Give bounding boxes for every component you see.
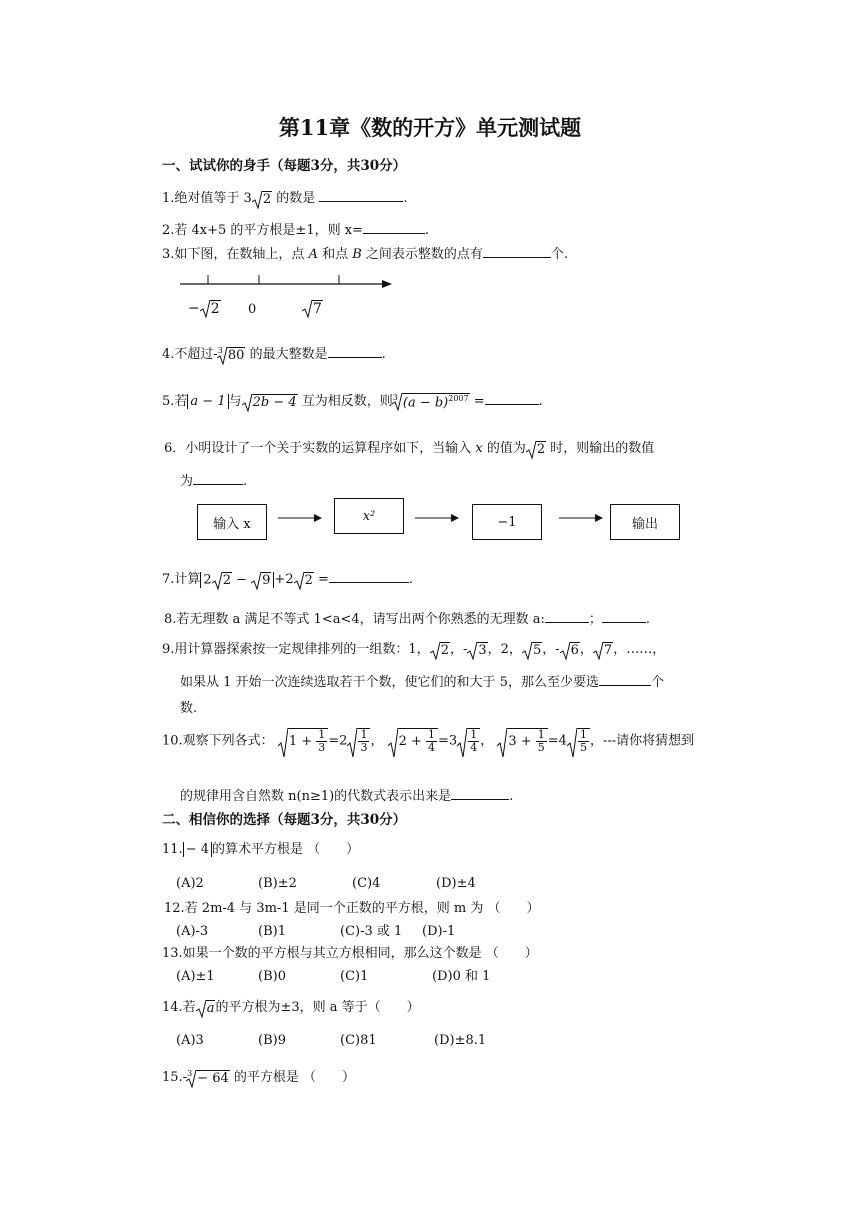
option-c[interactable]: (C)4 (352, 876, 381, 891)
radical: 80 (217, 347, 246, 363)
label-sqrt7 (302, 300, 323, 317)
radical: − 64 (186, 1070, 230, 1086)
page-title: 第11章《数的开方》单元测试题 (278, 115, 582, 140)
option-c[interactable]: (C)1 (340, 969, 369, 984)
option-a[interactable]: (A)±1 (176, 969, 215, 984)
question-3: 3.如下图，在数轴上，点 A 和点 B 之间表示整数的点有 个. (162, 247, 569, 262)
answer-blank[interactable] (485, 392, 539, 405)
answer-blank[interactable] (451, 787, 509, 800)
question-10: 10.观察下列各式： 1 + $\frac{1}{3}$ =2 $\frac{1}{3}$ ， 2 + $\frac{1}{4}$ =3 $\frac{1}{4}$ ， 3 + $\frac{1}{5}$ =4 $\frac{1}{5}$ ，---请你将猜想到 (162, 728, 694, 754)
radical: 2 (526, 441, 546, 457)
radical (457, 728, 480, 754)
option-a[interactable]: (A)2 (176, 876, 204, 891)
question-9-line-3: 数. (180, 701, 198, 716)
question-14-options (176, 1033, 486, 1048)
answer-blank[interactable] (193, 472, 243, 485)
radical: 2 + $\frac{1}{4}$ (388, 728, 438, 754)
answer-blank[interactable] (483, 245, 551, 258)
fraction: $\frac{1}{5}$ (537, 728, 545, 754)
question-9-line-2: 如果从 1 开始一次连续选取若干个数，使它们的和大于 5，那么至少要选 个 (180, 675, 664, 690)
flow-arrow (415, 513, 459, 523)
option-b[interactable]: (B)0 (258, 969, 286, 984)
radical: a (196, 1000, 216, 1016)
radical (567, 728, 590, 754)
question-6: 6．小明设计了一个关于实数的运算程序如下，当输入 x 的值为 2 时，则输出的数值 (164, 441, 655, 457)
question-4: 4.不超过-$^3$ 80 的最大整数是 . (162, 345, 386, 363)
question-1: 1.绝对值等于 3 2 的数是 . (162, 191, 408, 207)
flow-box-output: 输出 (610, 504, 680, 540)
option-d[interactable]: (D)-1 (422, 924, 456, 939)
fraction: $\frac{1}{5}$ (579, 728, 587, 754)
answer-blank[interactable] (545, 610, 589, 623)
question-11: 11. − 4 的算术平方根是 （ ） (162, 842, 360, 857)
radical: 9 (251, 572, 271, 588)
question-12: 12.若 2m-4 与 3m-1 是同一个正数的平方根，则 m 为 （ ） (164, 901, 540, 916)
option-c[interactable]: (C)-3 或 1 (340, 924, 403, 939)
section-heading-2: 二、相信你的选择（每题3分，共30分） (162, 812, 407, 828)
absolute-value: 2 2 − 9 (200, 572, 274, 588)
option-b[interactable]: (B)±2 (258, 876, 297, 891)
question-10-line-2: 的规律用含自然数 n(n≥1)的代数式表示出来是 . (180, 789, 514, 804)
option-a[interactable]: (A)3 (176, 1033, 204, 1048)
radical: 2 (294, 572, 314, 588)
absolute-value: a − 1 (187, 394, 228, 409)
question-11-options (176, 876, 476, 891)
question-12-options (176, 920, 455, 939)
option-d[interactable]: (D)0 和 1 (432, 969, 491, 984)
radical: 2 (430, 642, 450, 658)
flow-box-minus-one: −1 (472, 504, 542, 540)
question-5: 5.若 a − 1 与 2b − 4 互为相反数，则$^3$ $(a - b)^{2007}$ = . (162, 392, 543, 411)
answer-blank[interactable] (602, 610, 646, 623)
radical (347, 728, 370, 754)
question-13-options (176, 965, 490, 984)
radical: 6 (560, 642, 580, 658)
question-8: 8.若无理数 a 满足不等式 1<a<4，请写出两个你熟悉的无理数 a: ； . (164, 612, 651, 627)
question-6-line-2: 为 . (180, 474, 248, 489)
radical: 3 (467, 642, 487, 658)
flow-arrow (278, 513, 322, 523)
fraction: $\frac{1}{4}$ (470, 728, 478, 754)
answer-blank[interactable] (328, 345, 382, 358)
radical: 2 (252, 191, 272, 207)
question-15: 15.-$^3$ − 64 的平方根是 （ ） (162, 1068, 356, 1086)
radical: 7 (593, 642, 613, 658)
answer-blank[interactable] (319, 189, 403, 202)
radical: 1 + $\frac{1}{3}$ (278, 728, 328, 754)
option-a[interactable]: (A)-3 (176, 924, 209, 939)
number-line (180, 270, 395, 294)
flow-box-square: x² (334, 498, 404, 534)
fraction: $\frac{1}{3}$ (318, 728, 326, 754)
label-zero: 0 (248, 302, 257, 317)
section-heading-1: 一、试试你的身手（每题3分，共30分） (162, 158, 407, 174)
radical: 3 + $\frac{1}{5}$ (497, 728, 547, 754)
radical: $(a - b)^{2007}$ (392, 393, 470, 410)
question-2: 2.若 4x+5 的平方根是±1，则 x= . (162, 223, 430, 238)
option-b[interactable]: (B)1 (258, 924, 286, 939)
radical: 7 (302, 300, 323, 317)
question-13: 13.如果一个数的平方根与其立方根相同，那么这个数是 （ ） (162, 946, 538, 961)
answer-blank[interactable] (329, 570, 409, 583)
radical: 2 (212, 572, 232, 588)
question-14: 14.若 a的平方根为±3，则 a 等于（ ） (162, 1000, 420, 1016)
label-neg-sqrt2: − 2 (188, 300, 220, 317)
fraction: $\frac{1}{3}$ (360, 728, 368, 754)
question-7: 7.计算 2 2 − 9 +2 2 = . (162, 572, 414, 588)
flow-arrow (559, 513, 603, 523)
fraction: $\frac{1}{4}$ (428, 728, 436, 754)
option-b[interactable]: (B)9 (258, 1033, 286, 1048)
answer-blank[interactable] (599, 673, 651, 686)
option-d[interactable]: (D)±8.1 (434, 1033, 487, 1048)
radical: 2b − 4 (242, 394, 298, 410)
answer-blank[interactable] (363, 221, 425, 234)
option-c[interactable]: (C)81 (340, 1033, 377, 1048)
option-d[interactable]: (D)±4 (436, 876, 476, 891)
radical: 5 (522, 642, 542, 658)
flow-box-input: 输入 x (197, 504, 267, 540)
absolute-value: − 4 (183, 842, 212, 857)
question-9: 9.用计算器探索按一定规律排列的一组数：1， 2，- 3，2， 5，- 6， 7，……， (162, 642, 666, 658)
radical: 2 (200, 300, 221, 317)
